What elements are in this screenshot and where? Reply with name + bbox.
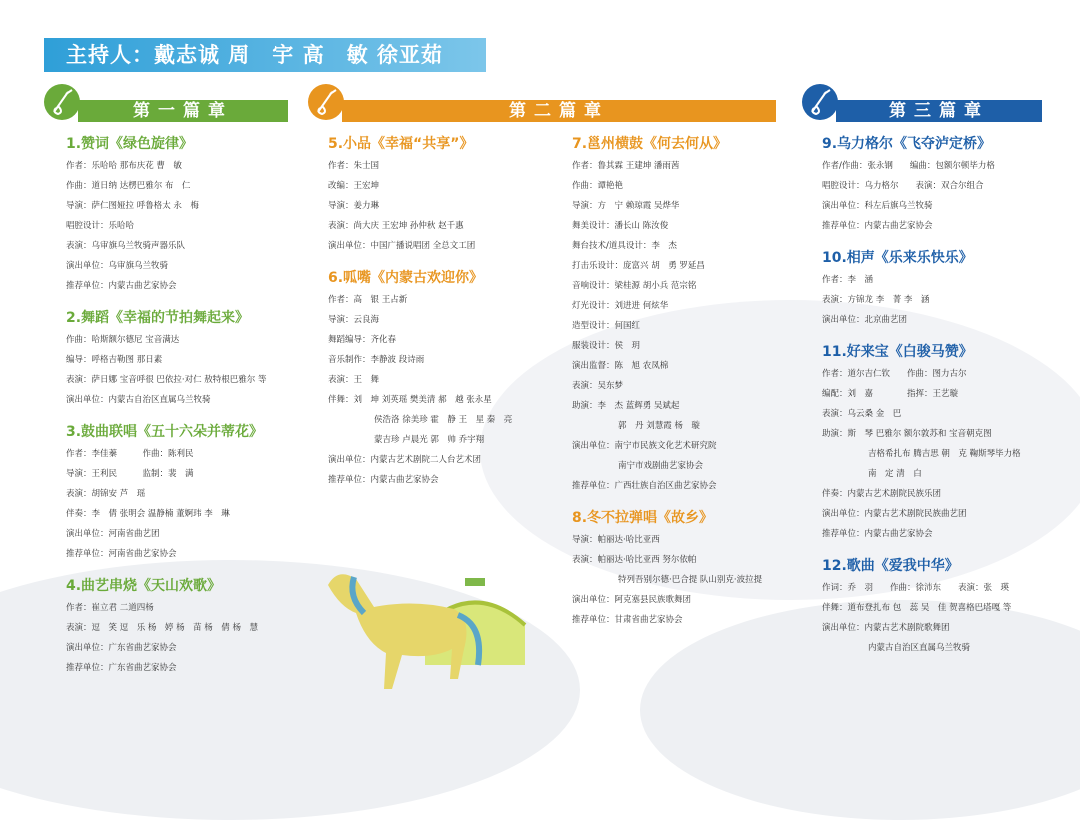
program-item	[572, 134, 802, 496]
credit-line: 舞美设计：潘长山 陈汝俊	[572, 221, 669, 231]
credit-line: 南 定 清 白	[868, 469, 922, 479]
credit-line: 编导：呼格吉勒图 那日素	[66, 355, 163, 365]
program-item	[66, 576, 306, 678]
credit-line: 导演：王利民 监制：裴 满	[66, 469, 194, 479]
horsehead-fiddle-emblem-icon	[306, 82, 346, 122]
credit-line: 作者：朱士国	[328, 161, 380, 171]
chapter-two-banner: 第二篇章	[342, 100, 776, 122]
credit-line: 演出监督：陈 旭 农凤棉	[572, 361, 669, 371]
program-title: 9.乌力格尔《飞夺泸定桥》	[822, 136, 992, 152]
credit-line: 作者：崔立君 二道四杨	[66, 603, 154, 613]
program-item	[328, 134, 558, 256]
credit-line: 导演：姜力琳	[328, 201, 380, 211]
credit-line: 特列吾别尔德·巴合提 队山别克·波拉提	[618, 575, 763, 585]
credit-line: 郭 丹 刘慧霞 杨 璇	[618, 421, 700, 431]
credit-line: 演出单位：内蒙古艺术剧院民族曲艺团	[822, 509, 967, 519]
credit-line: 侯浩洛 徐美珍 霍 静 王 星 秦 亮	[374, 415, 513, 425]
chapter-one-banner: 第一篇章	[78, 100, 288, 122]
credit-line: 演出单位：广东省曲艺家协会	[66, 643, 177, 653]
credit-line: 导演：云良海	[328, 315, 380, 325]
program-item	[328, 268, 558, 490]
program-title: 12.歌曲《爱我中华》	[822, 558, 959, 574]
credit-line: 作者：李佳蓁 作曲：陈利民	[66, 449, 194, 459]
credit-line: 伴奏：李 倩 张明会 温静楠 董婀玮 李 琳	[66, 509, 230, 519]
credit-line: 作曲：道日纳 达楞巴雅尔 布 仁	[66, 181, 191, 191]
credit-line: 推荐单位：甘肃省曲艺家协会	[572, 615, 683, 625]
credit-line: 演出单位：科左后旗乌兰牧骑	[822, 201, 933, 211]
program-item	[822, 342, 1072, 544]
credit-line: 演出单位：内蒙古艺术剧院二人台艺术团	[328, 455, 482, 465]
credit-line: 表演：吴东梦	[572, 381, 624, 391]
credit-line: 演出单位：南宁市民族文化艺术研究院	[572, 441, 717, 451]
program-title: 3.鼓曲联唱《五十六朵并蒂花》	[66, 424, 264, 440]
credit-line: 表演：尚大庆 王宏坤 孙仲秋 赵千惠	[328, 221, 464, 231]
program-item	[822, 248, 1072, 330]
credit-line: 改编：王宏坤	[328, 181, 380, 191]
program-title: 8.冬不拉弹唱《故乡》	[572, 510, 714, 526]
credit-line: 作者：道尔吉仁钦 作曲：图力古尔	[822, 369, 967, 379]
credit-line: 助演：斯 琴 巴雅尔 额尔敦苏和 宝音朝克图	[822, 429, 992, 439]
chapter-three-banner: 第三篇章	[836, 100, 1042, 122]
credit-line: 作者：高 银 王占新	[328, 295, 408, 305]
credit-line: 作曲：谭艳艳	[572, 181, 624, 191]
program-item	[66, 422, 306, 564]
program-item	[822, 134, 1072, 236]
credit-line: 演出单位：阿克塞县民族歌舞团	[572, 595, 692, 605]
program-title: 1.赞词《绿色旋律》	[66, 136, 194, 152]
credit-line: 推荐单位：河南省曲艺家协会	[66, 549, 177, 559]
program-column-3	[572, 134, 802, 642]
credit-line: 作曲：哈斯额尔德尼 宝音满达	[66, 335, 180, 345]
horsehead-fiddle-emblem-icon	[42, 82, 82, 122]
credit-line: 音响设计：梁桂源 胡小兵 范宗铭	[572, 281, 697, 291]
program-item	[572, 508, 802, 630]
credit-line: 推荐单位：内蒙古曲艺家协会	[328, 475, 439, 485]
credit-line: 推荐单位：内蒙古曲艺家协会	[66, 281, 177, 291]
credit-line: 唱腔设计：乐哈哈	[66, 221, 135, 231]
program-title: 6.呱嘴《内蒙古欢迎你》	[328, 270, 484, 286]
credit-line: 表演：逗 笑 逗 乐 杨 婷 杨 苗 杨 倩 杨 慧	[66, 623, 259, 633]
credit-line: 灯光设计：刘进进 何炫华	[572, 301, 669, 311]
horse-illustration	[318, 565, 488, 695]
program-title: 10.相声《乐来乐快乐》	[822, 250, 973, 266]
credit-line: 伴奏：内蒙古艺术剧院民族乐团	[822, 489, 942, 499]
credit-line: 推荐单位：广西壮族自治区曲艺家协会	[572, 481, 717, 491]
program-item	[822, 556, 1072, 658]
credit-line: 演出单位：河南省曲艺团	[66, 529, 160, 539]
program-column-1	[66, 134, 306, 690]
credit-line: 作者：鲁其霖 王建坤 潘雨茜	[572, 161, 680, 171]
credit-line: 作者：李 涵	[822, 275, 874, 285]
credit-line: 演出单位：内蒙古艺术剧院歌舞团	[822, 623, 950, 633]
credit-line: 导演：方 宁 赖琼霞 吴烨华	[572, 201, 680, 211]
credit-line: 演出单位：北京曲艺团	[822, 315, 908, 325]
program-item	[66, 308, 306, 410]
credit-line: 蒙吉珍 卢晨光 郭 帅 乔宇翔	[374, 435, 485, 445]
credit-line: 作词：乔 羽 作曲：徐沛东 表演：张 瑛	[822, 583, 1010, 593]
credit-line: 导演：帕丽达·哈比亚西	[572, 535, 660, 545]
credit-line: 打击乐设计：庞富兴 胡 勇 罗延昌	[572, 261, 705, 271]
program-title: 4.曲艺串烧《天山欢歌》	[66, 578, 222, 594]
credit-line: 推荐单位：内蒙古曲艺家协会	[822, 221, 933, 231]
credit-line: 表演：萨日娜 宝音呼很 巴依拉·对仁 敖特根巴雅尔 等	[66, 375, 267, 385]
credit-line: 伴舞：道布登扎布 包 蕊 吴 佳 贺喜格巴塔嘎 等	[822, 603, 1012, 613]
credit-line: 内蒙古自治区直属乌兰牧骑	[868, 643, 971, 653]
program-title: 5.小品《幸福“共享”》	[328, 136, 474, 152]
credit-line: 舞蹈编导：齐化春	[328, 335, 397, 345]
credit-line: 作者：乐哈哈 那布庆花 曹 敏	[66, 161, 182, 171]
horsehead-fiddle-emblem-icon	[800, 82, 840, 122]
credit-line: 演出单位：中国广播说唱团 全总文工团	[328, 241, 476, 251]
program-column-4	[822, 134, 1072, 670]
credit-line: 表演：方锦龙 李 菁 李 涵	[822, 295, 930, 305]
credit-line: 助演：李 杰 蓝辉勇 吴斌起	[572, 401, 680, 411]
credit-line: 表演：胡锦安 芦 瑶	[66, 489, 146, 499]
credit-line: 表演：帕丽达·哈比亚西 努尔依帕	[572, 555, 697, 565]
program-title: 11.好来宝《白骏马赞》	[822, 344, 973, 360]
credit-line: 作者/作曲：张永钢 编曲：包额尔顿毕力格	[822, 161, 995, 171]
credit-line: 造型设计：何国红	[572, 321, 641, 331]
program-title: 2.舞蹈《幸福的节拍舞起来》	[66, 310, 250, 326]
credit-line: 音乐制作：李静波 段诗雨	[328, 355, 425, 365]
credit-line: 伴舞：刘 坤 刘英瑶 樊美清 郝 越 张永星	[328, 395, 492, 405]
credit-line: 唱腔设计：乌力格尔 表演：双合尔组合	[822, 181, 984, 191]
program-item	[66, 134, 306, 296]
credit-line: 表演：乌云桑 金 巴	[822, 409, 902, 419]
credit-line: 舞台技术/道具设计：李 杰	[572, 241, 677, 251]
credit-line: 服装设计：侯 玥	[572, 341, 641, 351]
host-banner: 主持人：戴志诚 周 宇 高 敏 徐亚茹	[44, 38, 486, 72]
credit-line: 表演：乌审旗乌兰牧骑声器乐队	[66, 241, 186, 251]
credit-line: 演出单位：乌审旗乌兰牧骑	[66, 261, 169, 271]
credit-line: 推荐单位：广东省曲艺家协会	[66, 663, 177, 673]
program-column-2	[328, 134, 558, 502]
credit-line: 吉格希扎布 腾吉思 朝 克 鞠斯琴毕力格	[868, 449, 1021, 459]
credit-line: 推荐单位：内蒙古曲艺家协会	[822, 529, 933, 539]
credit-line: 演出单位：内蒙古自治区直属乌兰牧骑	[66, 395, 211, 405]
program-title: 7.邕州横鼓《何去何从》	[572, 136, 728, 152]
credit-line: 导演：萨仁图娅拉 呼鲁格太 永 梅	[66, 201, 199, 211]
credit-line: 南宁市戏剧曲艺家协会	[618, 461, 704, 471]
credit-line: 表演：王 舞	[328, 375, 380, 385]
credit-line: 编配：刘 嘉 指挥：王艺璇	[822, 389, 959, 399]
